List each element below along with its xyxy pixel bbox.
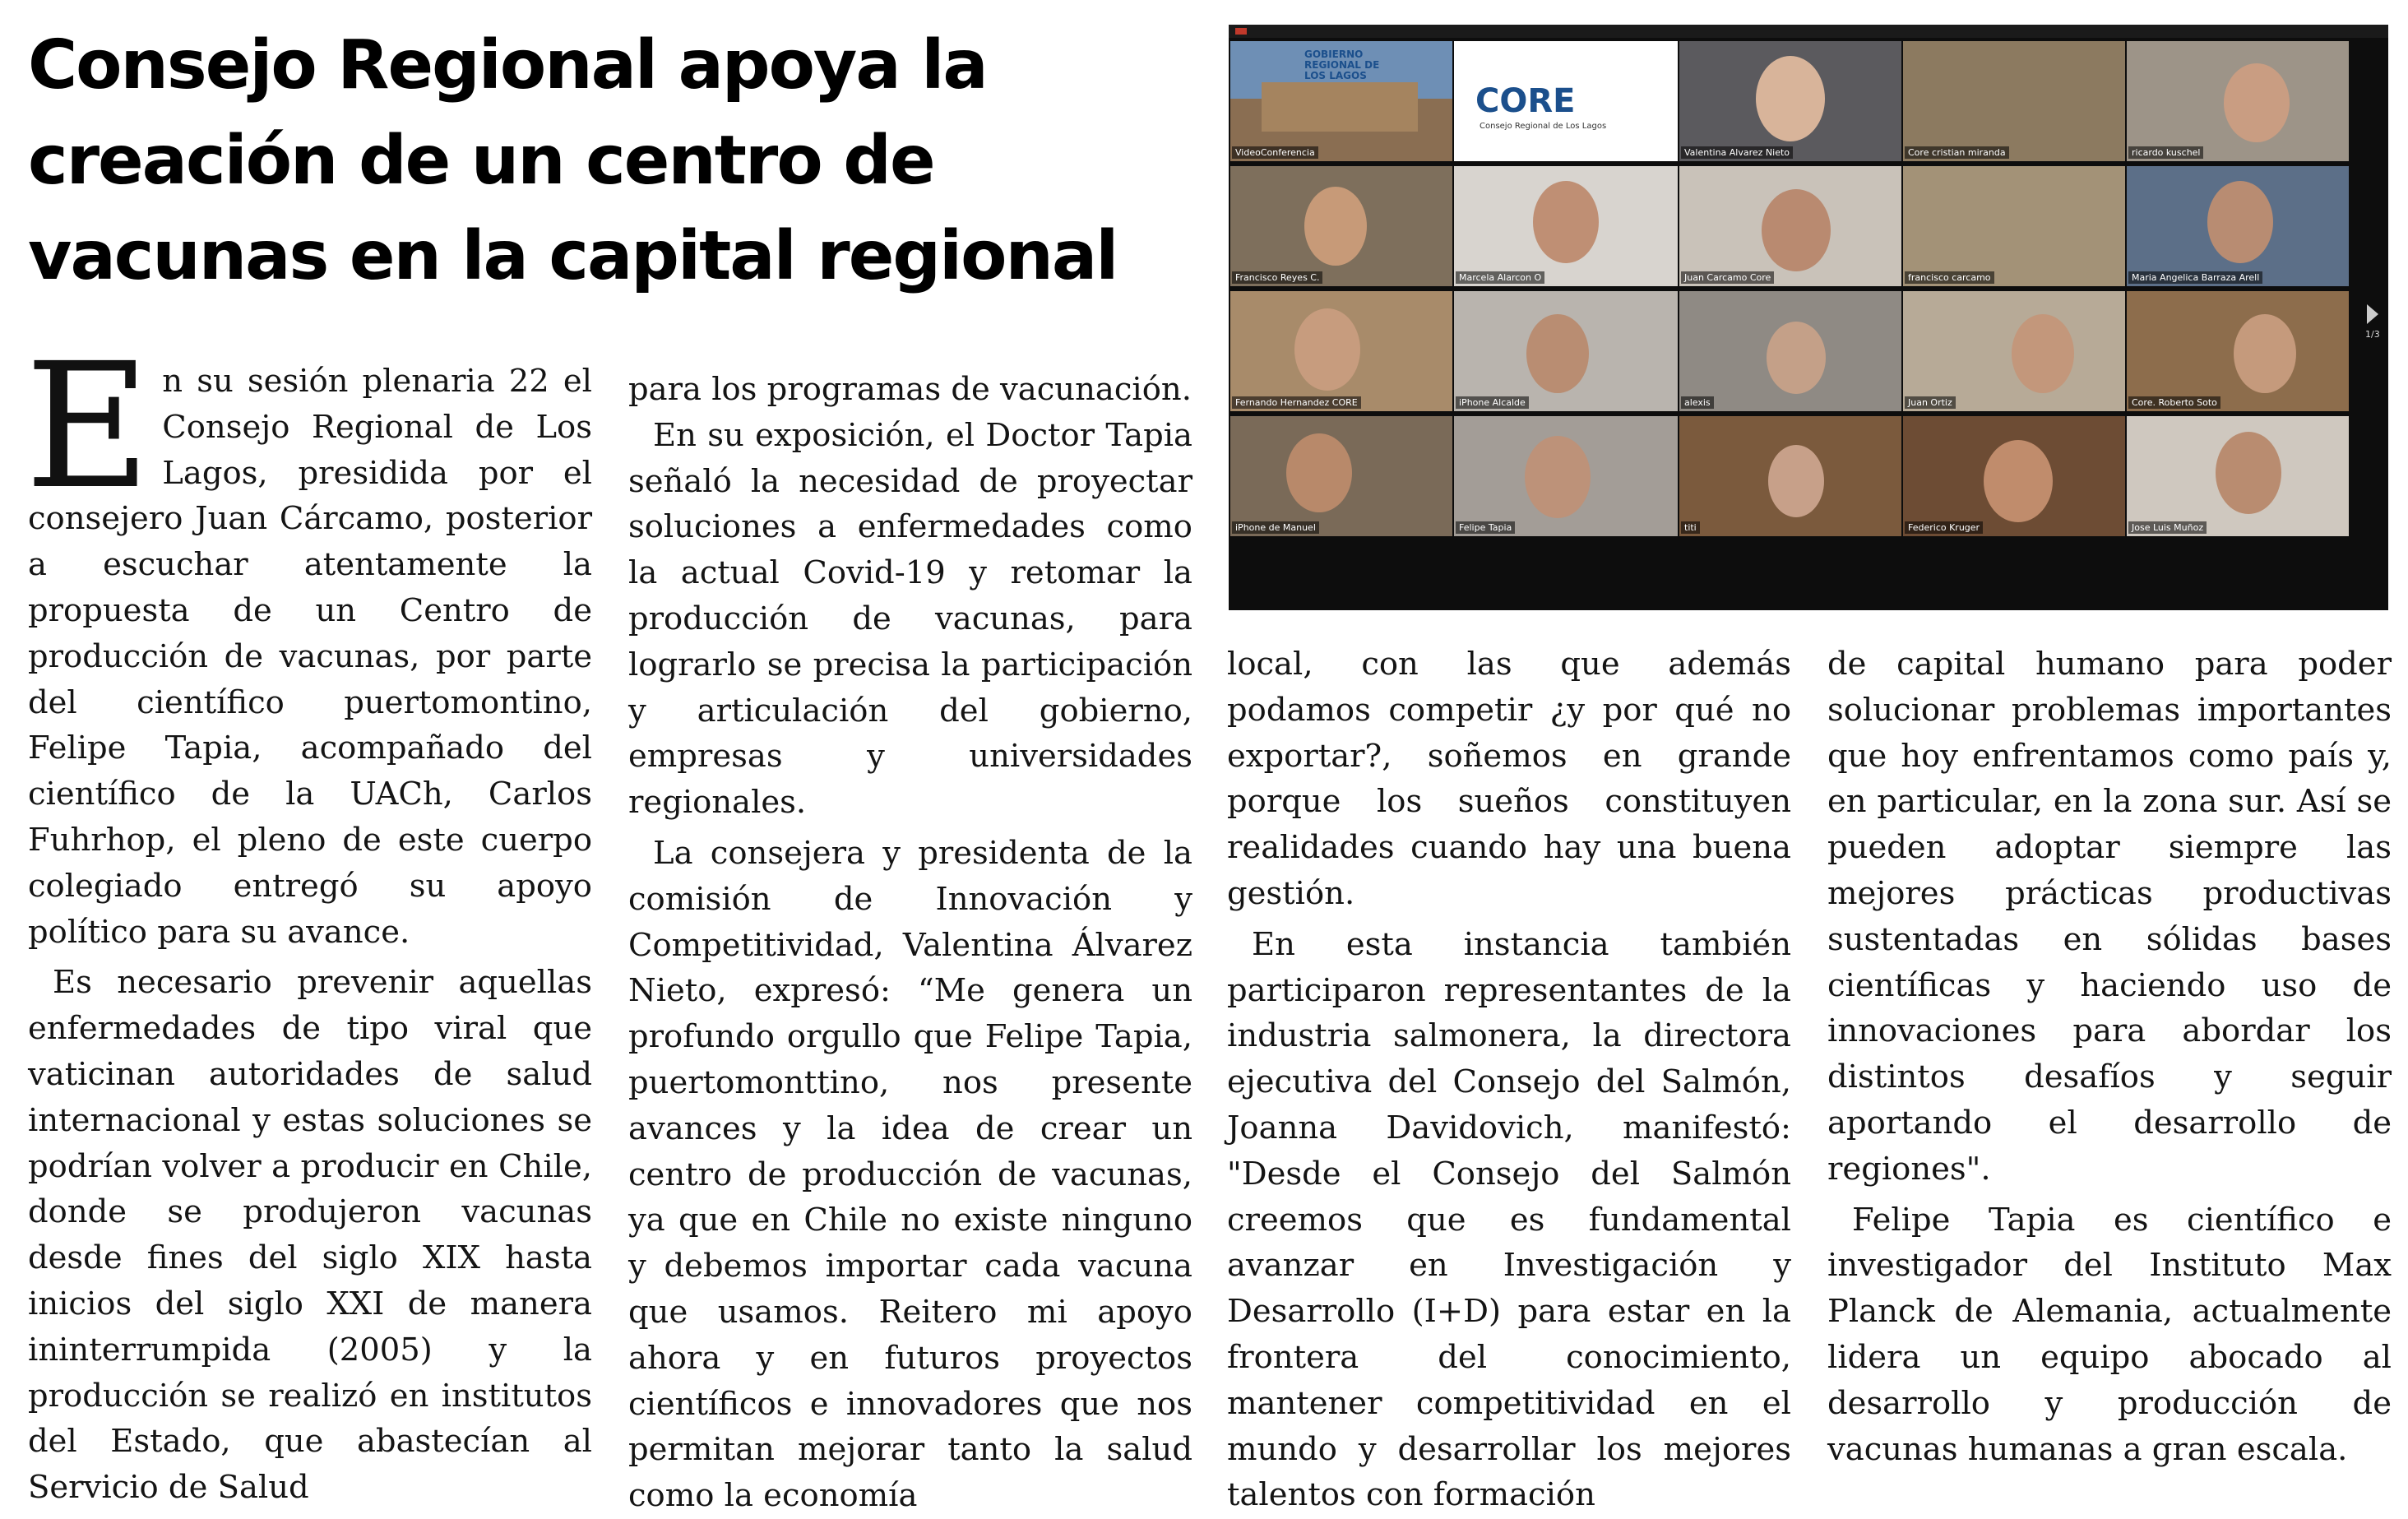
paragraph: La consejera y presidenta de la comisión de Innovación y Competitividad, Valentina Álvarez Nieto, expresó: “Me genera un profundo orgullo que Felipe Tapia, puertomonttino, nos presente avances y la idea de crear un centro de producción de vacunas, ya que en Chile no existe ninguno y debemos importar cada vacuna que usamos. Reitero mi apoyo ahora y en futuros proyectos científicos e innovadores que nos permitan mejorar tanto la salud como la economía [628,834,1192,1515]
face-shape [1526,314,1589,393]
face-shape [2012,314,2074,393]
gov-logo-line: GOBIERNO [1304,49,1364,60]
participant-name-label: Felipe Tapia [1456,521,1515,534]
participant-name-label: VideoConferencia [1232,146,1318,159]
face-shape [1984,440,2053,522]
participant-name-label: Fernando Hernandez CORE [1232,396,1361,409]
photo-bottom-strip [1229,541,2388,610]
paragraph: local, con las que además podamos competir ¿y por qué no exportar?, soñemos en grande porque los sueños constituyen realidades cuando hay una buena gestión. [1227,646,1791,912]
core-logo: CORE [1475,82,1576,120]
participant-name-label: Core. Roberto Soto [2128,396,2220,409]
participant-name-label: iPhone de Manuel [1232,521,1319,534]
face-shape [1294,308,1360,391]
paragraph: En su exposición, el Doctor Tapia señaló la necesidad de proyectar soluciones a enfermedades como la actual Covid-19 y retomar la producción de vacunas, para lograrlo se precisa la participación y articulación del gobierno, empresas y universidades regionales. [628,416,1192,822]
photo-top-bar-icon [1235,28,1247,35]
tile-participant [1903,41,2125,161]
gov-logo [1304,49,1379,81]
paragraph: para los programas de vacunación. [628,371,1192,408]
paragraph: En esta instancia también participaron representantes de la industria salmonera, la directora ejecutiva del Consejo del Salmón, Joanna Davidovich, manifestó: "Desde el Consejo del Salmón creemos que es fundamental avanzar en Investigación y Desarrollo (I+D) para estar en la frontera del conocimiento, mantener competitividad en el mundo y desarrollar los mejores talentos con formación [1227,925,1791,1514]
core-subtitle: Consejo Regional de Los Lagos [1480,122,1607,131]
headline [28,18,1179,304]
participant-name-label: Juan Carcamo Core [1681,271,1774,284]
next-page-arrow-icon [2367,304,2378,324]
drop-cap: E [25,326,151,527]
page-indicator: 1/3 [2365,329,2380,340]
face-shape [2224,63,2290,142]
participant-name-label: francisco carcamo [1905,271,1994,284]
participant-name-label: Juan Ortiz [1905,396,1956,409]
headline-line-2: creación de un centro de [28,122,934,200]
face-shape [2216,432,2281,514]
participant-name-label: Core cristian miranda [1905,146,2009,159]
building-shape [1262,82,1418,132]
face-shape [1286,433,1352,512]
paragraph: de capital humano para poder solucionar problemas importantes que hoy enfrentamos como país y, en particular, en la zona sur. Así se pueden adoptar siempre las mejores prácticas productivas sustentadas en sólidas bases científicas y haciendo uso de innovaciones para abordar los distintos desafíos y seguir aportando el desarrollo de regiones". [1827,646,2392,1188]
gov-logo-line: LOS LAGOS [1304,70,1367,81]
photo-top-bar [1229,25,2388,38]
face-shape [1533,181,1599,263]
photo-tiles [1229,25,2388,610]
participant-name-label: Valentina Alvarez Nieto [1681,146,1793,159]
participant-name-label: Francisco Reyes C. [1232,271,1322,284]
headline-line-1: Consejo Regional apoya la [28,26,987,104]
participant-name-label: Maria Angelica Barraza Arell [2128,271,2262,284]
gov-logo-line: REGIONAL DE [1304,59,1380,71]
face-shape [1304,187,1367,266]
paragraph: Felipe Tapia es científico e investigador del Instituto Max Planck de Alemania, actualmente lidera un equipo abocado al desarrollo y producción de vacunas humanas a gran escala. [1827,1201,2392,1468]
participant-name-label: alexis [1681,396,1714,409]
headline-line-3: vacunas en la capital regional [28,217,1118,295]
paragraph: Es necesario prevenir aquellas enfermedades de tipo viral que vaticinan autoridades de salud internacional y estas soluciones se podrían volver a producir en Chile, donde se produjeron vacunas desde fines del siglo XIX hasta inicios del siglo XXI de manera ininterrumpida (2005) y la producción se realizó en institutos del Estado, que abastecían al Servicio de Salud [28,964,592,1507]
tile-participant [1903,166,2125,286]
participant-name-label: iPhone Alcalde [1456,396,1529,409]
participant-name-label: Federico Kruger [1905,521,1983,534]
face-shape [2207,181,2273,263]
face-shape [1756,56,1825,141]
face-shape [1767,322,1826,394]
article-column-2 [628,367,1192,1519]
participant-name-label: ricardo kuschel [2128,146,2203,159]
face-shape [2234,314,2296,393]
participant-name-label: Jose Luis Muñoz [2128,521,2207,534]
paragraph [25,326,592,955]
face-shape [1762,189,1831,271]
paragraph-text: n su sesión plenaria 22 el Consejo Regional de Los Lagos, presidida por el consejero Juan Cárcamo, posterior a escuchar atentamente la propuesta de un Centro de producción de vacunas, por parte del científico puertomontino, Felipe Tapia, acompañado del científico de la UACh, Carlos Fuhrhop, el pleno de este cuerpo colegiado entregó su apoyo político para su avance. [28,363,592,951]
face-shape [1768,445,1824,517]
video-conference-photo [1229,25,2388,610]
face-shape [1525,436,1591,518]
participant-name-label: titi [1681,521,1700,534]
participant-name-label: Marcela Alarcon O [1456,271,1544,284]
article-column-3 [1227,641,1791,1518]
article-column-4 [1827,641,2392,1472]
article-column-1 [25,326,592,1511]
